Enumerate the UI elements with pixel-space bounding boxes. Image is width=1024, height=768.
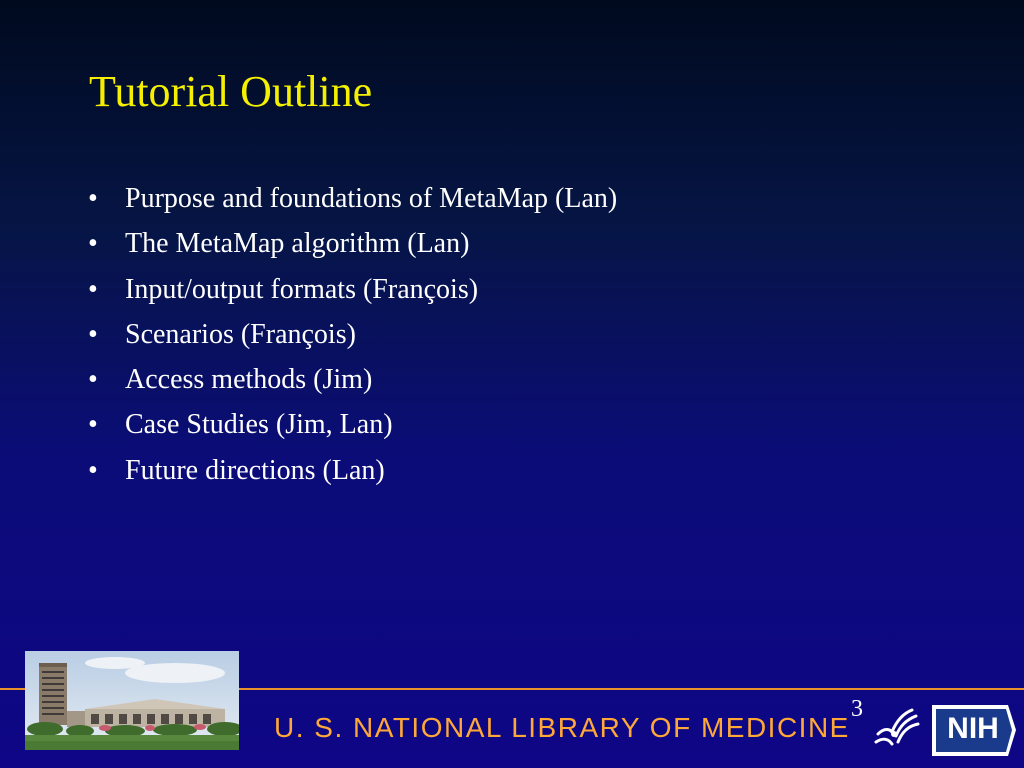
- organization-name: U. S. NATIONAL LIBRARY OF MEDICINE: [274, 712, 850, 743]
- list-item: [88, 312, 617, 357]
- bullet-marker: •: [88, 364, 98, 396]
- bullet-marker: •: [88, 409, 98, 441]
- list-item: [88, 176, 617, 221]
- list-item: [88, 448, 617, 493]
- bullet-marker: •: [88, 318, 98, 350]
- list-item: [88, 357, 617, 402]
- nih-logo-text: NIH: [947, 712, 999, 745]
- list-item: [88, 221, 617, 266]
- bullet-marker: •: [88, 183, 98, 214]
- bullet-marker: •: [88, 273, 98, 305]
- building-photo: [25, 651, 239, 750]
- list-item-text: Input/output formats (François): [125, 273, 479, 305]
- bullet-marker: •: [88, 454, 98, 486]
- bullet-list: [88, 176, 617, 493]
- bullet-marker: •: [88, 228, 98, 260]
- list-item-text: Access methods (Jim): [125, 364, 373, 396]
- slide-title: Tutorial Outline: [89, 67, 373, 116]
- hhs-eagle-icon: [872, 704, 920, 752]
- list-item-text: Purpose and foundations of MetaMap (Lan): [125, 183, 618, 214]
- list-item: [88, 267, 617, 312]
- list-item: [88, 402, 617, 447]
- list-item-text: Scenarios (François): [125, 318, 356, 350]
- list-item-text: Case Studies (Jim, Lan): [125, 409, 393, 441]
- page-number: 3: [851, 696, 863, 722]
- list-item-text: Future directions (Lan): [125, 454, 385, 486]
- list-item-text: The MetaMap algorithm (Lan): [125, 228, 470, 260]
- nih-logo: [928, 703, 1018, 758]
